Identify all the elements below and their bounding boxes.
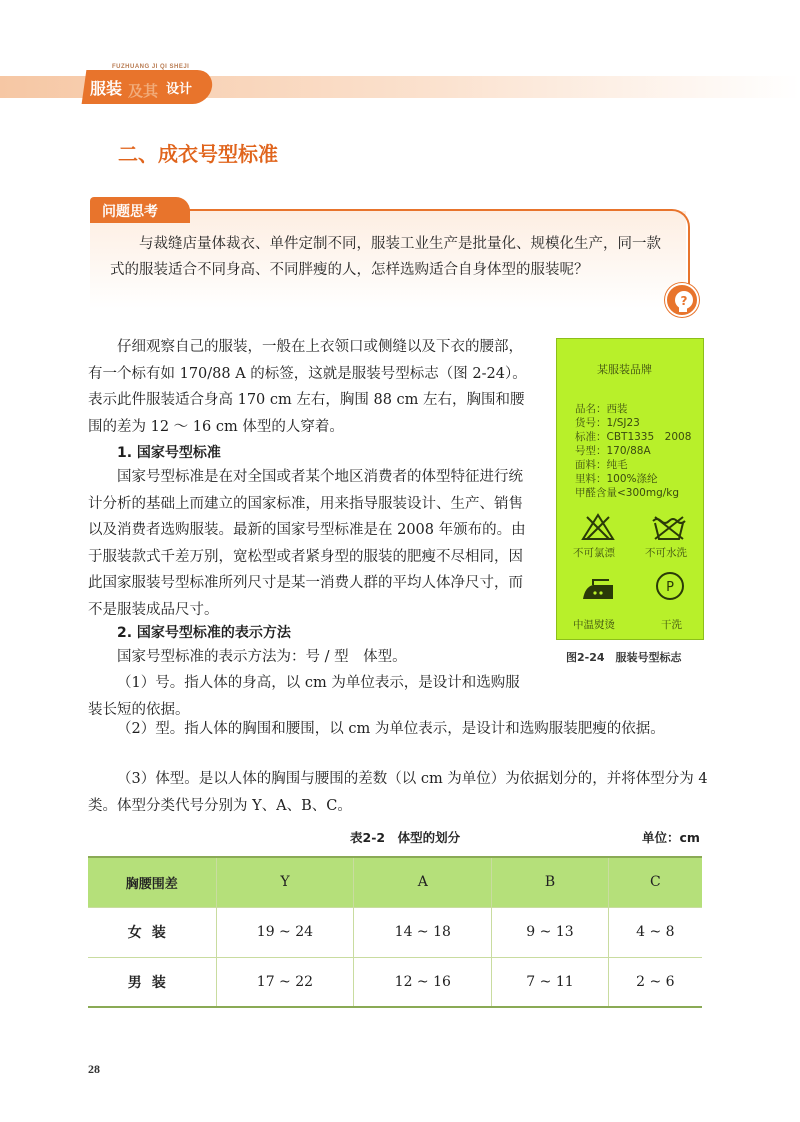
table-cell: 4 ~ 8 [608,907,702,957]
label-brand: 某服装品牌 [597,363,652,376]
label-line-sku: 货号：1/SJ23 [575,417,640,429]
care-label-dry-clean: 干洗 [661,619,682,631]
figure-caption: 图2-24 服装号型标志 [566,651,682,664]
heading-notation: 2. 国家号型标准的表示方法 [117,625,291,641]
header-title-part1: 服装 [90,79,123,98]
question-tag: 问题思考 [90,197,190,223]
table-unit: 单位：cm [642,830,700,845]
paragraph-hao: （1）号。指人体的身高，以 cm 为单位表示，是设计和选购服装长短的依据。 [88,675,520,718]
header-title-part2: 及其 [128,82,159,100]
table-row [88,957,702,1007]
dry-clean-icon [655,571,685,601]
header-subtitle: FUZHUANG JI QI SHEJI [112,64,190,70]
question-text: 与裁缝店量体裁衣、单件定制不同，服装工业生产是批量化、规模化生产，同一款式的服装适合不同身高、不同胖瘦的人，怎样选购适合自身体型的服装呢？ [110,236,661,278]
paragraph-intro: 仔细观察自己的服装，一般在上衣领口或侧缝以及下衣的腰部，有一个标有如 170/88 A 的标签，这就是服装号型标志（图 2-24）。表示此件服装适合身高 170 cm 左右，胸围 88 cm 左右，胸围和腰围的差为 12 ～ 16 cm 体型的人穿着。 [88,339,527,435]
paragraph-notation: 国家号型标准的表示方法为：号 / 型 体型。 [117,649,407,665]
iron-medium-icon [579,577,617,603]
table-cell: 7 ~ 11 [492,957,608,1007]
care-label-no-bleach: 不可氯漂 [573,547,615,559]
table-header-cell: 胸腰围差 [88,857,216,907]
table-header-cell: A [354,857,492,907]
table-row [88,907,702,957]
table-cell: 男装 [88,957,216,1007]
label-line-fabric: 面料：纯毛 [575,459,628,471]
care-label-iron: 中温熨烫 [573,619,615,631]
table-header-row [88,857,702,907]
section-title: 二、成衣号型标准 [118,142,278,166]
paragraph-national-standard: 国家号型标准是在对全国或者某个地区消费者的体型特征进行统计分析的基础上而建立的国家标准，用来指导服装设计、生产、销售以及消费者选购服装。最新的国家号型标准是在 2008 年颁布的。由于服装款式千差万别，宽松型或者紧身型的服装的肥瘦不尽相同，因此国家服装号型标准所列尺寸是某一消费人群的平均人体净尺寸，而不是服装成品尺寸。 [88,469,526,618]
question-head-icon [665,283,699,317]
table-cell: 14 ~ 18 [354,907,492,957]
heading-national-standard: 1. 国家号型标准 [117,445,221,461]
label-line-lining: 里料：100%涤纶 [575,473,658,485]
paragraph-tixing: （3）体型。是以人体的胸围与腰围的差数（以 cm 为单位）为依据划分的，并将体型分为 4 类。体型分类代号分别为 Y、A、B、C。 [88,771,708,814]
table-cell: 19 ~ 24 [216,907,354,957]
no-wash-icon [651,515,687,541]
table-header-cell: B [492,857,608,907]
table-header-cell: C [608,857,702,907]
no-bleach-icon [581,513,615,541]
table-cell: 9 ~ 13 [492,907,608,957]
label-line-size: 号型：170/88A [575,445,651,457]
page-number: 28 [88,1062,100,1076]
svg-text:P: P [666,580,674,595]
clothing-size-label [556,338,704,640]
paragraph-xing: （2）型。指人体的胸围和腰围，以 cm 为单位表示，是设计和选购服装肥瘦的依据。 [117,721,665,737]
table-cell: 12 ~ 16 [354,957,492,1007]
table-cell: 女装 [88,907,216,957]
table-header-cell: Y [216,857,354,907]
table-cell: 2 ~ 6 [608,957,702,1007]
label-line-standard: 标准：CBT1335 2008 [575,431,692,443]
body-type-table [88,856,702,1008]
question-box [90,197,702,315]
table-caption: 表2-2 体型的划分 [350,830,461,845]
header-title-part3: 设计 [166,82,193,97]
chapter-header [0,66,800,106]
svg-text:?: ? [680,294,688,308]
label-line-formaldehyde: 甲醛含量<300mg/kg [575,487,680,499]
table-cell: 17 ~ 22 [216,957,354,1007]
label-line-name: 品名：西装 [575,403,628,415]
care-label-no-wash: 不可水洗 [645,547,687,559]
